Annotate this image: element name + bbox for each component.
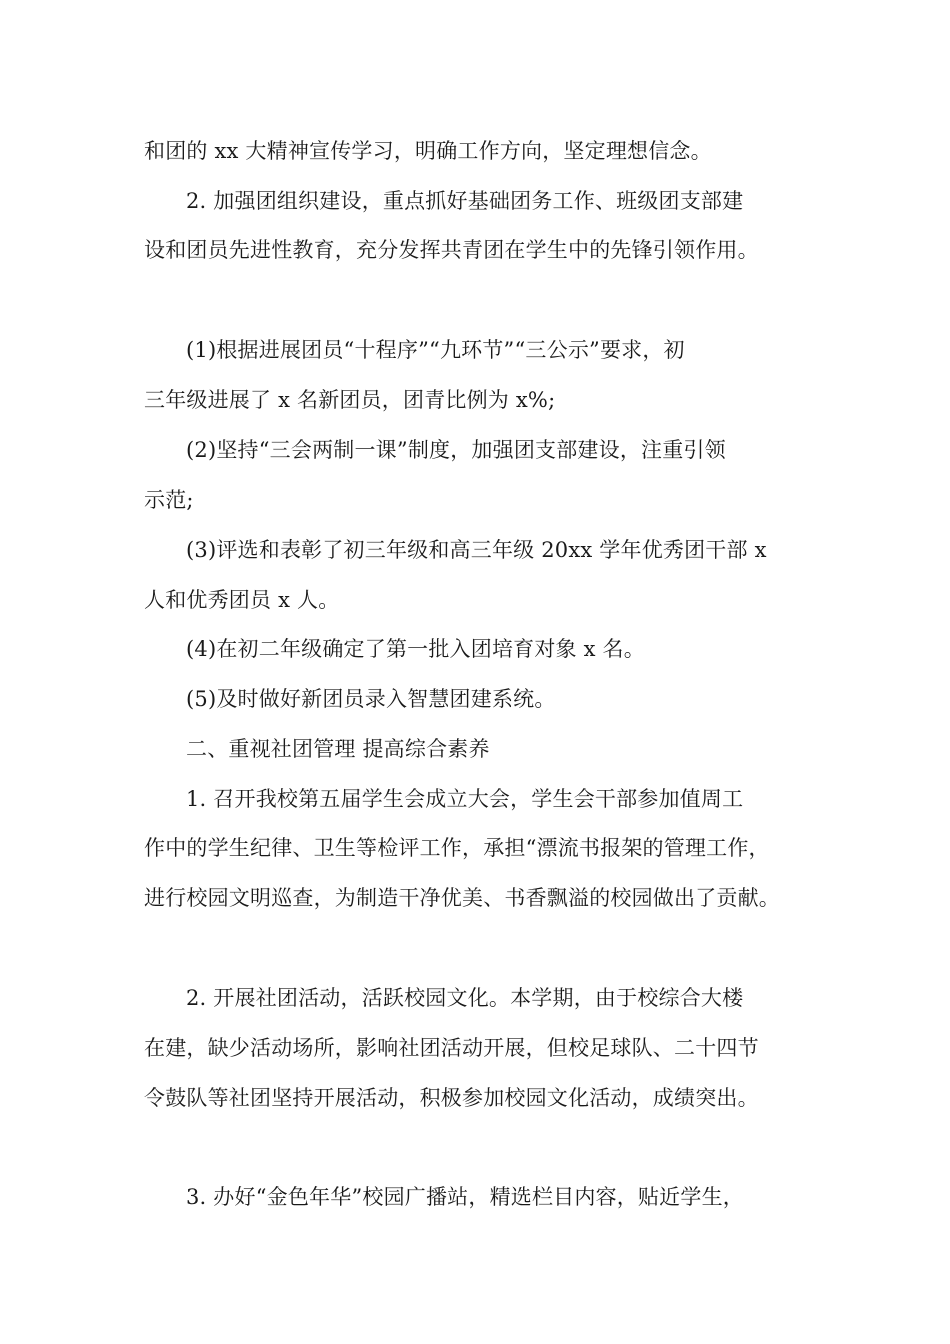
text-line: 三年级进展了 x 名新团员，团青比例为 x%; bbox=[144, 388, 556, 412]
text-line: 1. 召开我校第五届学生会成立大会，学生会干部参加值周工 bbox=[186, 787, 744, 811]
text-line: 示范; bbox=[144, 488, 194, 512]
text-line: 2. 加强团组织建设，重点抓好基础团务工作、班级团支部建 bbox=[186, 189, 744, 213]
text-line: 作中的学生纪律、卫生等检评工作，承担“漂流书报架的管理工作， bbox=[144, 836, 770, 860]
text-line: (5)及时做好新团员录入智慧团建系统。 bbox=[186, 687, 556, 711]
text-line: (3)评选和表彰了初三年级和高三年级 20xx 学年优秀团干部 x bbox=[186, 538, 767, 562]
text-line: (4)在初二年级确定了第一批入团培育对象 x 名。 bbox=[186, 637, 645, 661]
section-heading: 二、重视社团管理 提高综合素养 bbox=[186, 737, 490, 761]
text-line: 进行校园文明巡查，为制造干净优美、书香飘溢的校园做出了贡献。 bbox=[144, 886, 780, 910]
text-line: (1)根据进展团员“十程序”“九环节”“三公示”要求，初 bbox=[186, 338, 685, 362]
text-line: 人和优秀团员 x 人。 bbox=[144, 588, 340, 612]
text-line: 设和团员先进性教育，充分发挥共青团在学生中的先锋引领作用。 bbox=[144, 238, 759, 262]
text-line: (2)坚持“三会两制一课”制度，加强团支部建设，注重引领 bbox=[186, 438, 726, 462]
text-line: 在建，缺少活动场所，影响社团活动开展，但校足球队、二十四节 bbox=[144, 1036, 759, 1060]
text-line: 和团的 xx 大精神宣传学习，明确工作方向，坚定理想信念。 bbox=[144, 139, 712, 163]
text-line: 令鼓队等社团坚持开展活动，积极参加校园文化活动，成绩突出。 bbox=[144, 1086, 759, 1110]
text-line: 3. 办好“金色年华”校园广播站，精选栏目内容，贴近学生， bbox=[186, 1185, 744, 1209]
text-line: 2. 开展社团活动，活跃校园文化。本学期，由于校综合大楼 bbox=[186, 986, 744, 1010]
